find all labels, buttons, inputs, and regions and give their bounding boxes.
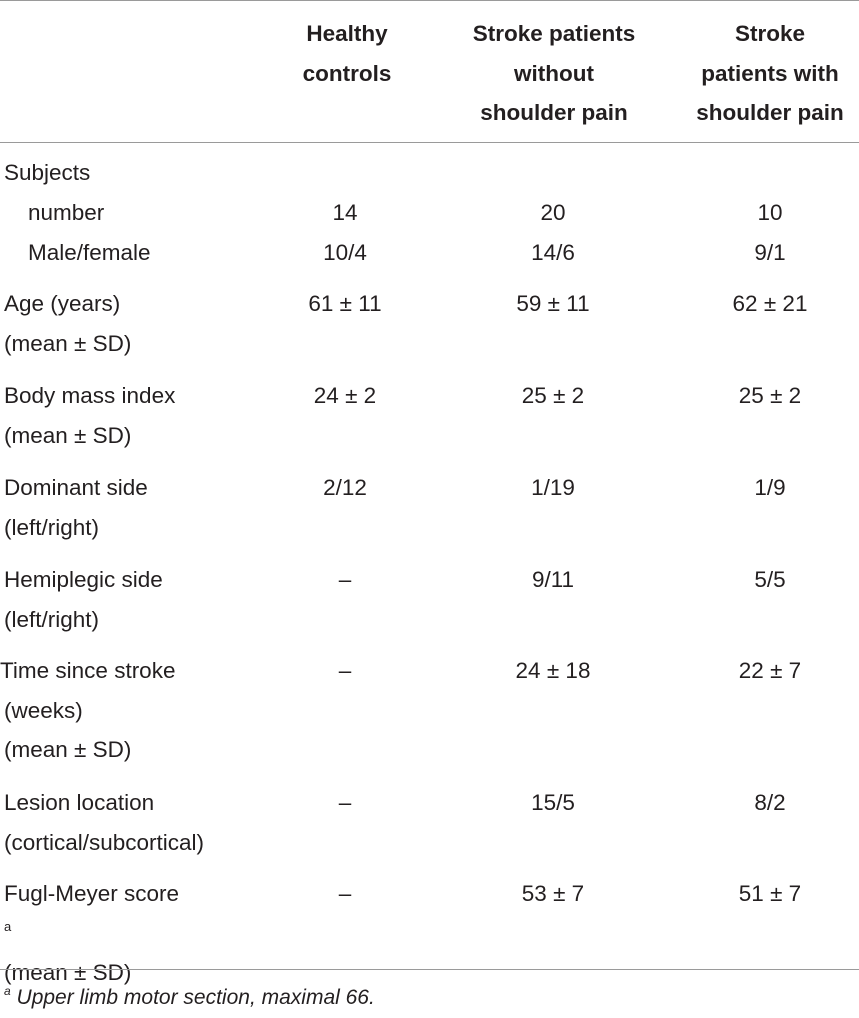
table-cell: 24 ± 2 <box>313 383 377 408</box>
table-cell: 1/9 <box>754 475 786 500</box>
table-cell: 5/5 <box>754 567 786 592</box>
table-cell: 59 ± 11 <box>516 291 590 316</box>
table-cell: – <box>338 881 352 906</box>
row-label-time-since-stroke: Time since stroke (weeks) (mean ± SD) <box>0 658 176 762</box>
row-label-body-mass-index: Body mass index (mean ± SD) <box>4 383 176 448</box>
row-label-hemiplegic-side: Hemiplegic side (left/right) <box>4 567 163 632</box>
table-cell: 53 ± 7 <box>521 881 585 906</box>
table-cell: 2/12 <box>323 475 367 500</box>
header-rule <box>0 142 859 143</box>
table-cell: 62 ± 21 <box>732 291 808 316</box>
row-label-male-female: Male/female <box>28 240 151 265</box>
footnote-text: Upper limb motor section, maximal 66. <box>16 986 375 1009</box>
table-cell: – <box>338 790 352 815</box>
footnote-marker: a <box>4 919 12 934</box>
header-stroke-with-pain: Stroke patients with shoulder pain <box>696 21 844 125</box>
footnote-marker: a <box>4 984 11 998</box>
table-cell: 15/5 <box>531 790 575 815</box>
table-cell: 14/6 <box>531 240 575 265</box>
table-footnote <box>4 986 375 1010</box>
row-label-lesion-location: Lesion location (cortical/subcortical) <box>4 790 205 855</box>
header-healthy-controls: Healthy controls <box>302 21 392 86</box>
table-top-rule <box>0 0 859 1</box>
table-cell: – <box>338 567 352 592</box>
header-stroke-without-pain: Stroke patients without shoulder pain <box>472 21 636 125</box>
table-cell: 22 ± 7 <box>738 658 802 683</box>
row-label-age: Age (years) (mean ± SD) <box>4 291 132 356</box>
row-label-fugl-meyer-score: Fugl-Meyer score $^a$ (mean ± SD) <box>4 881 180 985</box>
table-cell: 9/11 <box>531 567 575 592</box>
table-cell: 51 ± 7 <box>738 881 802 906</box>
table-cell: 24 ± 18 <box>515 658 591 683</box>
table-cell: 61 ± 11 <box>308 291 382 316</box>
table-cell: 9/1 <box>754 240 786 265</box>
table-bottom-rule <box>0 969 859 970</box>
table-cell: 25 ± 2 <box>521 383 585 408</box>
row-label-dominant-side: Dominant side (left/right) <box>4 475 148 540</box>
row-label-number: number <box>28 200 105 225</box>
table-cell: 20 <box>540 200 566 225</box>
row-label-subjects: Subjects <box>4 160 91 185</box>
table-cell: 1/19 <box>531 475 575 500</box>
table-cell: 10/4 <box>323 240 367 265</box>
table-cell: – <box>338 658 352 683</box>
table-cell: 14 <box>332 200 358 225</box>
table-cell: 25 ± 2 <box>738 383 802 408</box>
table-cell: 10 <box>757 200 783 225</box>
table-cell: 8/2 <box>754 790 786 815</box>
